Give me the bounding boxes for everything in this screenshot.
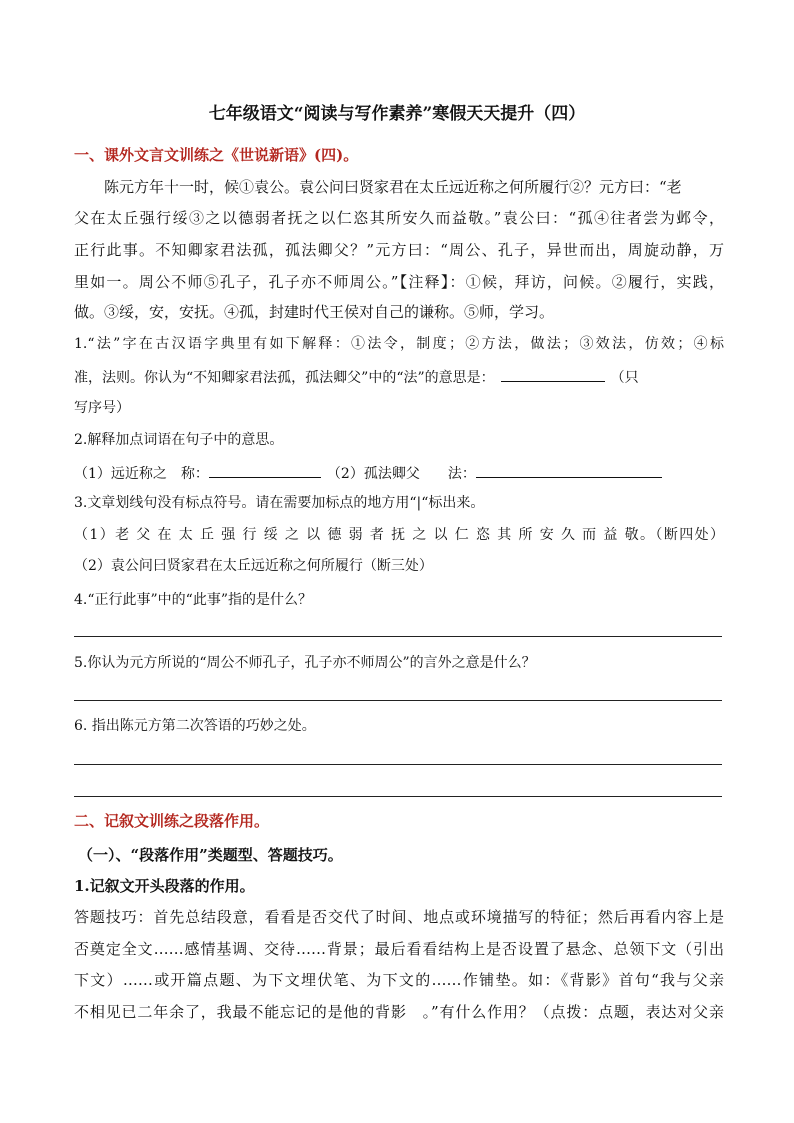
question-1-suffix: （只	[610, 370, 639, 386]
section-2-heading: 二、记叙文训练之段落作用。	[74, 812, 270, 830]
passage-line-4: 里如一。周公不师⑤孔子，孔子亦不师周公。”【注释】：①候，拜访，问候。②履行，实践，	[74, 273, 724, 291]
question-2-items	[74, 462, 724, 484]
question-1-line-3: 写序号）	[74, 400, 130, 416]
passage-line-1: 陈元方年十一时，候①袁公。袁公问曰贤家君在太丘远近称之何所履行②？元方曰：“老	[104, 178, 682, 196]
section-2-subheading: （一）、“段落作用”类题型、答题技巧。	[78, 846, 343, 864]
question-3a: （1）老 父 在 太 丘 强 行 绥 之 以 德 弱 者 抚 之 以 仁 恣 其 所 安 久 而 益 敬。（断四处）	[74, 527, 724, 543]
section-1-heading: 一、课外文言文训练之《世说新语》(四)。	[74, 146, 359, 164]
question-4-answer-line[interactable]	[74, 636, 722, 637]
question-1-line-2	[74, 366, 724, 388]
technique-line-3: 下文）……或开篇点题、为下文埋伏笔、为下文的……作铺垫。如：《背影》首句“我与父亲	[74, 971, 724, 989]
question-4-prompt: 4.“正行此事”中的“此事”指的是什么？	[74, 592, 312, 608]
question-6-answer-line-1[interactable]	[74, 764, 722, 765]
question-6-answer-line-2[interactable]	[74, 796, 722, 797]
passage-line-2: 父在太丘强行绥③之以德弱者抚之以仁恣其所安久而益敬。”袁公曰：“孤④往者尝为邺令，	[74, 209, 724, 227]
question-5-answer-line[interactable]	[74, 700, 722, 701]
question-2-prompt: 2.解释加点词语在句子中的意思。	[74, 432, 284, 448]
question-2b-label: （2）孤法卿父 法：	[326, 466, 476, 482]
question-1-text: 准，法则。你认为“不知卿家君法孤，孤法卿父”中的“法”的意思是：	[74, 370, 495, 386]
technique-line-1: 答题技巧：首先总结段意，看看是否交代了时间、地点或环境描写的特征；然后再看内容上是	[74, 908, 724, 926]
technique-line-4: 不相见已二年余了，我最不能忘记的是他的背影 。”有什么作用？（点拨：点题，表达对父亲	[74, 1003, 724, 1021]
question-1-line-1: 1.“法”字在古汉语字典里有如下解释：①法令，制度；②方法，做法；③效法，仿效；④标	[74, 336, 724, 352]
passage-line-5: 做。③绥，安，安抚。④孤，封建时代王侯对自己的谦称。⑤师，学习。	[74, 303, 555, 321]
question-1-answer-blank[interactable]	[501, 366, 605, 382]
question-2a-label: （1）远近称之 称：	[74, 466, 209, 482]
point-1-heading: 1.记叙文开头段落的作用。	[74, 877, 255, 895]
question-2b-blank[interactable]	[476, 462, 662, 478]
question-6-prompt: 6. 指出陈元方第二次答语的巧妙之处。	[74, 718, 316, 734]
technique-line-2: 否奠定全文……感情基调、交待……背景；最后看看结构上是否设置了悬念、总领下文（引出	[74, 940, 724, 958]
question-2a-blank[interactable]	[209, 462, 321, 478]
question-3-prompt: 3.文章划线句没有标点符号。请在需要加标点的地方用“|“标出来。	[74, 495, 485, 511]
passage-line-3: 正行此事。不知卿家君法孤，孤法卿父？”元方曰：“周公、孔子，异世而出，周旋动静，万	[74, 241, 724, 259]
question-5-prompt: 5.你认为元方所说的“周公不师孔子，孔子亦不师周公”的言外之意是什么？	[74, 655, 536, 671]
page-title: 七年级语文“阅读与写作素养”寒假天天提升（四）	[208, 104, 586, 124]
question-3b: （2）袁公问曰贤家君在太丘远近称之何所履行（断三处）	[74, 558, 433, 574]
